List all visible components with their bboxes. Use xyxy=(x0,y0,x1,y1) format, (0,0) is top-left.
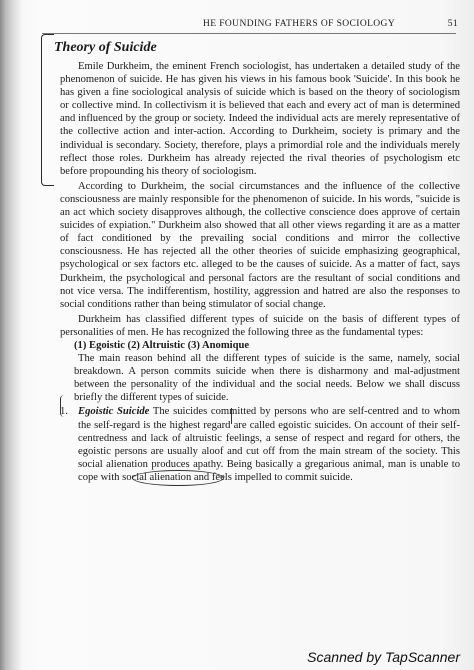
section-title: Egoistic Suicide xyxy=(78,406,150,418)
body-text xyxy=(60,60,460,484)
paragraph: Emile Durkheim, the eminent French sociologist, has undertaken a detailed study of the phenomenon of suicide. He has given his views in his famous book 'Suicide'. In this book he has given a fine sociological analysis of suicide which is based on the theory of sociologism or collective mind. In collectivism it is believed that each and every act of man is determined and influenced by the group or society. Indeed the individual acts are merely representative of the collective action and inter-action. According to Durkheim, society is primary and the individual is secondary. Society, therefore, plays a primordial role and the individuals merely reflect those roles. Durkheim has already rejected the rival theories of psychologism etc before propounding his theory of sociologism. xyxy=(60,61,460,177)
running-head xyxy=(203,19,458,33)
paragraph: Durkheim has classified different types of suicide on the basis of different types of personalities of men. He has recognized the following three as the fundamental types: xyxy=(60,313,460,338)
numbered-section xyxy=(60,405,460,484)
paragraph: The main reason behind all the different types of suicide is the same, namely, social breakdown. A person commits suicide when there is disharmony and mal-adjustment between the personality of the individual and the social needs. Below we shall discuss briefly the different types of suicide. xyxy=(74,353,460,404)
pen-stroke-annotation xyxy=(227,408,232,424)
pen-bracket-annotation xyxy=(41,34,54,186)
section-body xyxy=(78,405,460,484)
running-head-title: HE FOUNDING FATHERS OF SOCIOLOGY xyxy=(203,19,396,29)
section-number: 1. xyxy=(60,406,68,418)
scanner-watermark: Scanned by TapScanner xyxy=(307,649,460,665)
pen-bracket-annotation xyxy=(60,395,67,417)
page-number: 51 xyxy=(447,19,458,29)
section-heading: Theory of Suicide xyxy=(54,40,157,55)
paragraph: According to Durkheim, the social circumstances and the influence of the collective consciousness are mainly responsible for the phenomenon of suicide. In his words, "suicide is an act which society disapproves although, the collective conscience does approve of certain suicides of expiation." Durkheim also showed that all other views regarding it are as a matter of fact conditioned by the prevailing social conditions and mirror the collective consciousness. He has rejected all the other theories of suicide emphasizing geographical, psychological or sex factors etc. alleged to be the causes of suicide. As a matter of fact, says Durkheim, the psychological and personal factors are the resultant of social conditions and not vice versa. The indifferentism, hostility, aggression and hatred are also the responses to social conditions rather than being stimulator of social change. xyxy=(60,180,460,310)
header-rule xyxy=(42,33,456,34)
section-text: The suicides committed by persons who are self-centred and to whom the self-regard is the highest regard are called egoistic suicides. On account of their self-centredness and lack of altruistic feelings, a sense of respect and regard for others, the egoistic persons are usually aloof and cut off from the main stream of the society. This social alienation produces apathy. Being basically a gregarious animal, man is unable to cope with social alienation and feels impelled to commit suicide. xyxy=(78,406,460,483)
types-list: (1) Egoistic (2) Altruistic (3) Anomique xyxy=(74,339,250,351)
pen-circle-annotation xyxy=(132,470,224,486)
book-spine-shadow xyxy=(0,0,22,670)
